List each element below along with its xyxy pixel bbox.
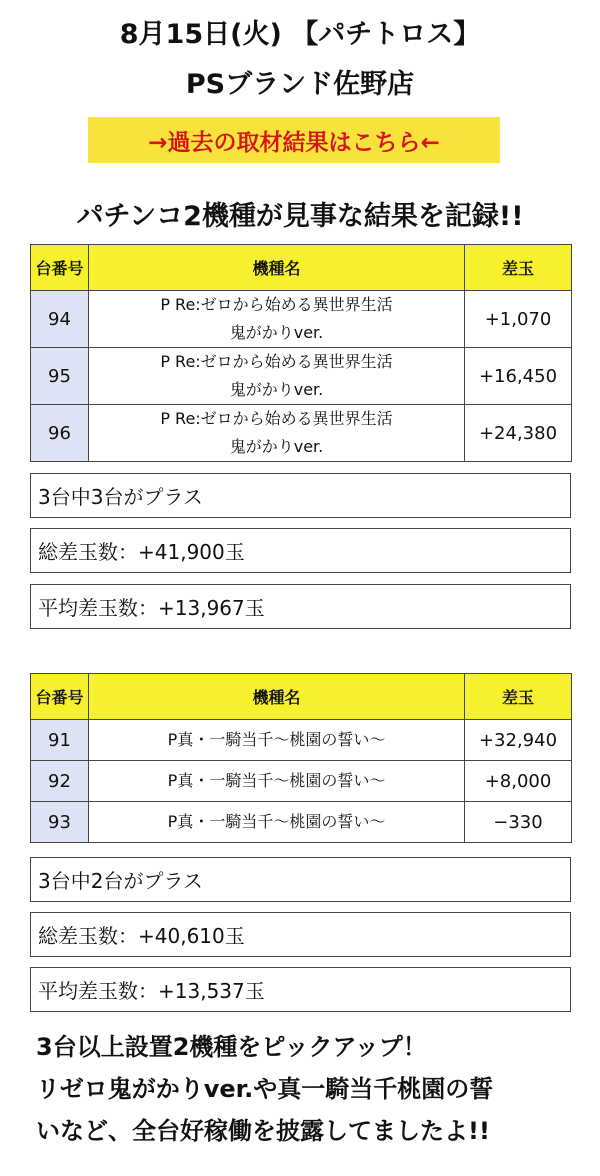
table-header-row	[31, 245, 572, 291]
ball-difference: +32,940	[465, 720, 572, 761]
plus-count-box: 3台中3台がプラス	[30, 473, 571, 518]
total-difference-box: 総差玉数：+41,900玉	[30, 528, 571, 573]
model-name-line1: P Re:ゼロから始める異世界生活	[160, 409, 393, 428]
total-difference-box: 総差玉数：+40,610玉	[30, 912, 571, 957]
machine-number: 94	[31, 291, 89, 348]
results-table-ikkitousen	[30, 673, 572, 843]
ball-difference: +24,380	[465, 405, 572, 462]
model-name	[89, 405, 465, 462]
header-model-name: 機種名	[89, 245, 465, 291]
header-ball-difference: 差玉	[465, 674, 572, 720]
model-name-line2: 鬼がかりver.	[229, 437, 324, 456]
model-name-line2: 鬼がかりver.	[229, 380, 324, 399]
header-model-name: 機種名	[89, 674, 465, 720]
table-header-row	[31, 674, 572, 720]
table-row	[31, 348, 572, 405]
ball-difference: +8,000	[465, 761, 572, 802]
header-machine-number: 台番号	[31, 245, 89, 291]
model-name-line2: 鬼がかりver.	[229, 323, 324, 342]
summary-line-2: リゼロ鬼がかりver.や真一騎当千桃園の誓	[36, 1075, 494, 1103]
summary-line-3: いなど、全台好稼働を披露してましたよ!!	[36, 1117, 490, 1145]
date-title: 8月15日(火) 【パチトロス】	[119, 19, 481, 50]
table-row	[31, 405, 572, 462]
past-results-link[interactable]: →過去の取材結果はこちら←	[88, 117, 500, 163]
plus-count-box: 3台中2台がプラス	[30, 857, 571, 902]
ball-difference: +1,070	[465, 291, 572, 348]
results-table-rezero	[30, 244, 572, 462]
model-name-line1: P Re:ゼロから始める異世界生活	[160, 295, 393, 314]
header-machine-number: 台番号	[31, 674, 89, 720]
average-difference-box: 平均差玉数：+13,967玉	[30, 584, 571, 629]
model-name: P真・一騎当千～桃園の誓い～	[89, 720, 465, 761]
header-ball-difference: 差玉	[465, 245, 572, 291]
machine-number: 91	[31, 720, 89, 761]
model-name-line1: P Re:ゼロから始める異世界生活	[160, 352, 393, 371]
summary-line-1: 3台以上設置2機種をピックアップ！	[36, 1033, 427, 1061]
machine-number: 92	[31, 761, 89, 802]
headline: パチンコ2機種が見事な結果を記録!!	[76, 201, 524, 232]
model-name	[89, 291, 465, 348]
ball-difference: +16,450	[465, 348, 572, 405]
machine-number: 96	[31, 405, 89, 462]
ball-difference: −330	[465, 802, 572, 843]
machine-number: 93	[31, 802, 89, 843]
table-row	[31, 720, 572, 761]
table-row	[31, 802, 572, 843]
table-row	[31, 291, 572, 348]
model-name: P真・一騎当千～桃園の誓い～	[89, 761, 465, 802]
machine-number: 95	[31, 348, 89, 405]
average-difference-box: 平均差玉数：+13,537玉	[30, 967, 571, 1012]
table-row	[31, 761, 572, 802]
model-name: P真・一騎当千～桃園の誓い～	[89, 802, 465, 843]
summary-text	[36, 1026, 576, 1152]
model-name	[89, 348, 465, 405]
store-name: PSブランド佐野店	[185, 69, 415, 100]
